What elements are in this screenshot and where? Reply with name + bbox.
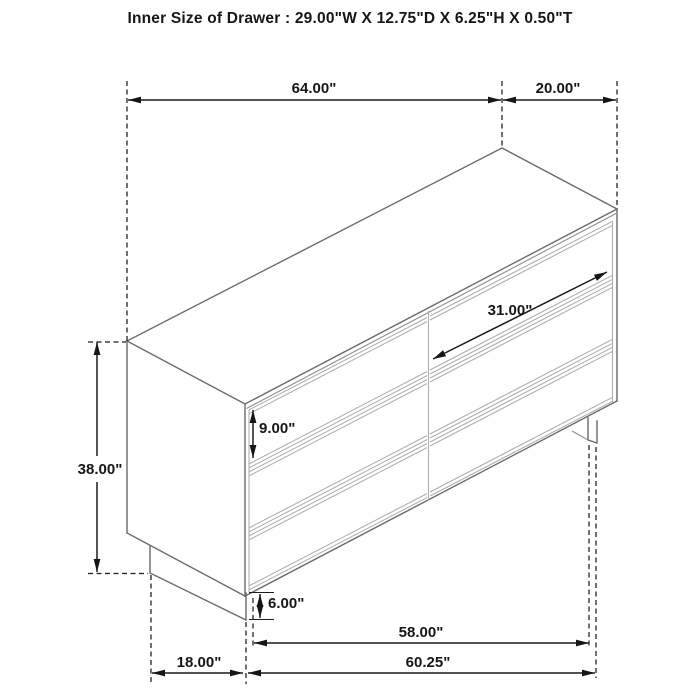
dimension-label: 64.00" [291,80,337,97]
dimension-label: 38.00" [77,461,123,478]
dimension-label: 60.25" [405,654,451,671]
dimension-label: 20.00" [535,80,581,97]
dimension-label: 6.00" [268,595,305,612]
dimension-label: 31.00" [487,302,533,319]
dimension-label: 9.00" [259,420,296,437]
dimension-label: 58.00" [398,624,444,641]
dimension-label: 18.00" [176,654,222,671]
page-title: Inner Size of Drawer : 29.00"W X 12.75"D X 6.25"H X 0.50"T [127,10,573,27]
